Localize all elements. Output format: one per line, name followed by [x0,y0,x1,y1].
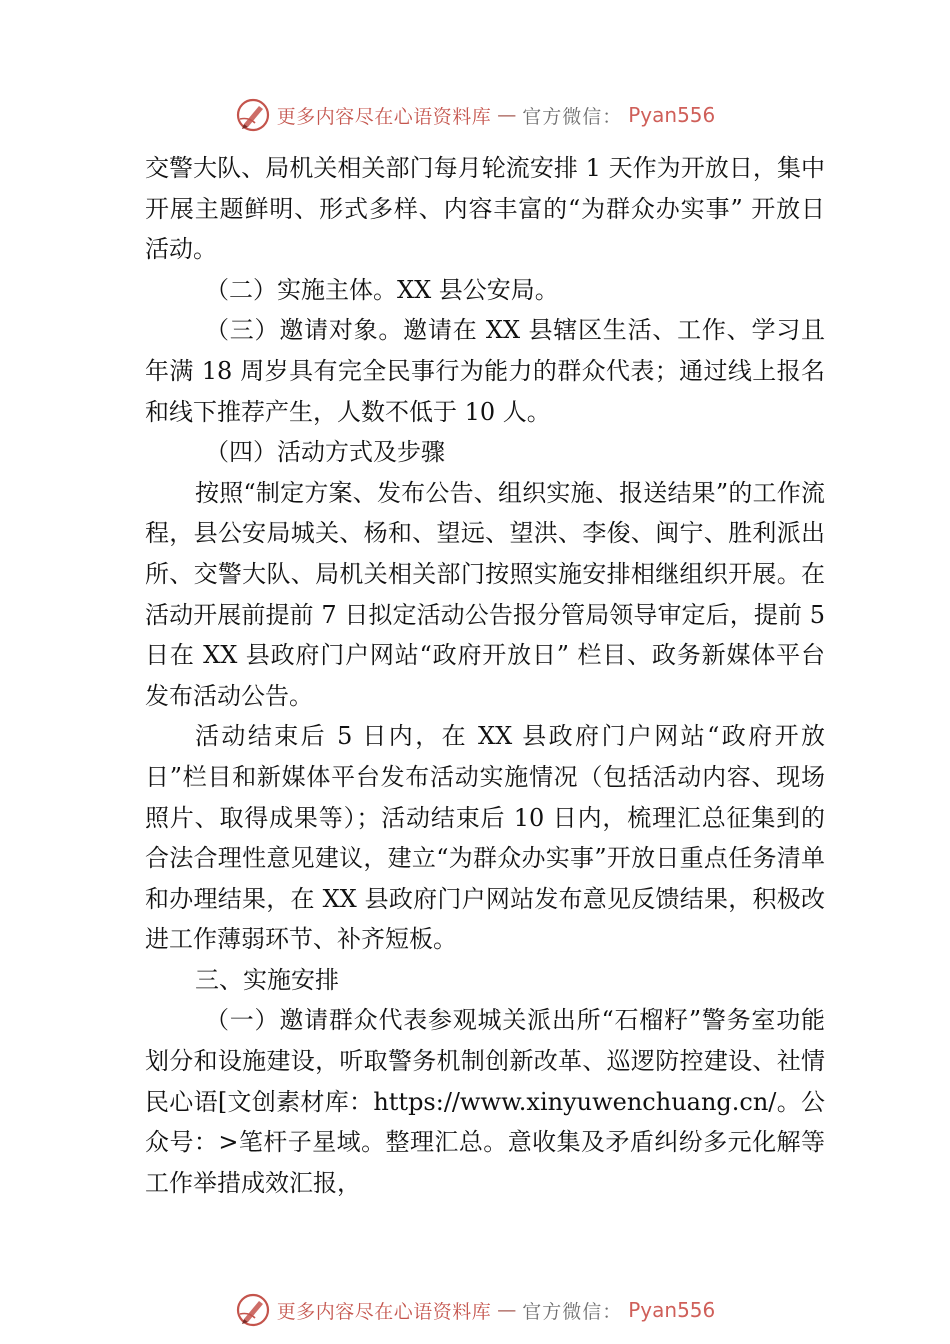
header-wechat-label: 官方微信： [522,105,623,128]
paragraph-3: （三）邀请对象。邀请在 XX 县辖区生活、工作、学习且年满 18 周岁具有完全民事行为能力的群众代表；通过线上报名和线下推荐产生，人数不低于 10 人。 [145,316,825,426]
paragraph-4: （四）活动方式及步骤 [205,438,445,467]
footer-wechat-id: Pyan556 [628,1298,716,1322]
footer-banner-dash: — [497,1299,517,1321]
pen-logo-icon [235,97,271,133]
section-heading: 三、实施安排 [195,965,339,994]
paragraph-5: 按照“制定方案、发布公告、组织实施、报送结果”的工作流程，县公安局城关、杨和、望远、望洪、李俊、闽宁、胜利派出所、交警大队、局机关相关部门按照实施安排相继组织开展。在活动开展前提前 7 日拟定活动公告报分管局领导审定后，提前 5 日在 XX 县政府门户网站“政府开放日” 栏目、政务新媒体平台发布活动公告。 [145,478,825,710]
footer-wechat-label: 官方微信： [522,1300,623,1323]
document-body [145,148,825,1203]
paragraph-2: （二）实施主体。XX 县公安局。 [205,275,559,304]
header-wechat-id: Pyan556 [628,103,716,127]
footer-banner-text: 更多内容尽在心语资料库 [276,1300,492,1323]
header-banner [0,93,950,137]
footer-banner [0,1288,950,1332]
paragraph-1: 交警大队、局机关相关部门每月轮流安排 1 天作为开放日，集中开展主题鲜明、形式多样、内容丰富的“为群众办实事” 开放日活动。 [145,154,825,264]
header-banner-text: 更多内容尽在心语资料库 [276,105,492,128]
paragraph-8: （一）邀请群众代表参观城关派出所“石榴籽”警务室功能划分和设施建设，听取警务机制创新改革、巡逻防控建设、社情民心语[文创素材库：https://www.xinyuwenchuang.cn/。公众号：>笔杆子星域。整理汇总。意收集及矛盾纠纷多元化解等工作举措成效汇报， [145,1006,825,1197]
paragraph-6: 活动结束后 5 日内，在 XX 县政府门户网站“政府开放日”栏目和新媒体平台发布活动实施情况（包括活动内容、现场照片、取得成果等）；活动结束后 10 日内，梳理汇总征集到的合法合理性意见建议，建立“为群众办实事”开放日重点任务清单和办理结果，在 XX 县政府门户网站发布意见反馈结果，积极改进工作薄弱环节、补齐短板。 [145,722,825,954]
pen-logo-icon [235,1292,271,1328]
header-banner-dash: — [497,104,517,126]
